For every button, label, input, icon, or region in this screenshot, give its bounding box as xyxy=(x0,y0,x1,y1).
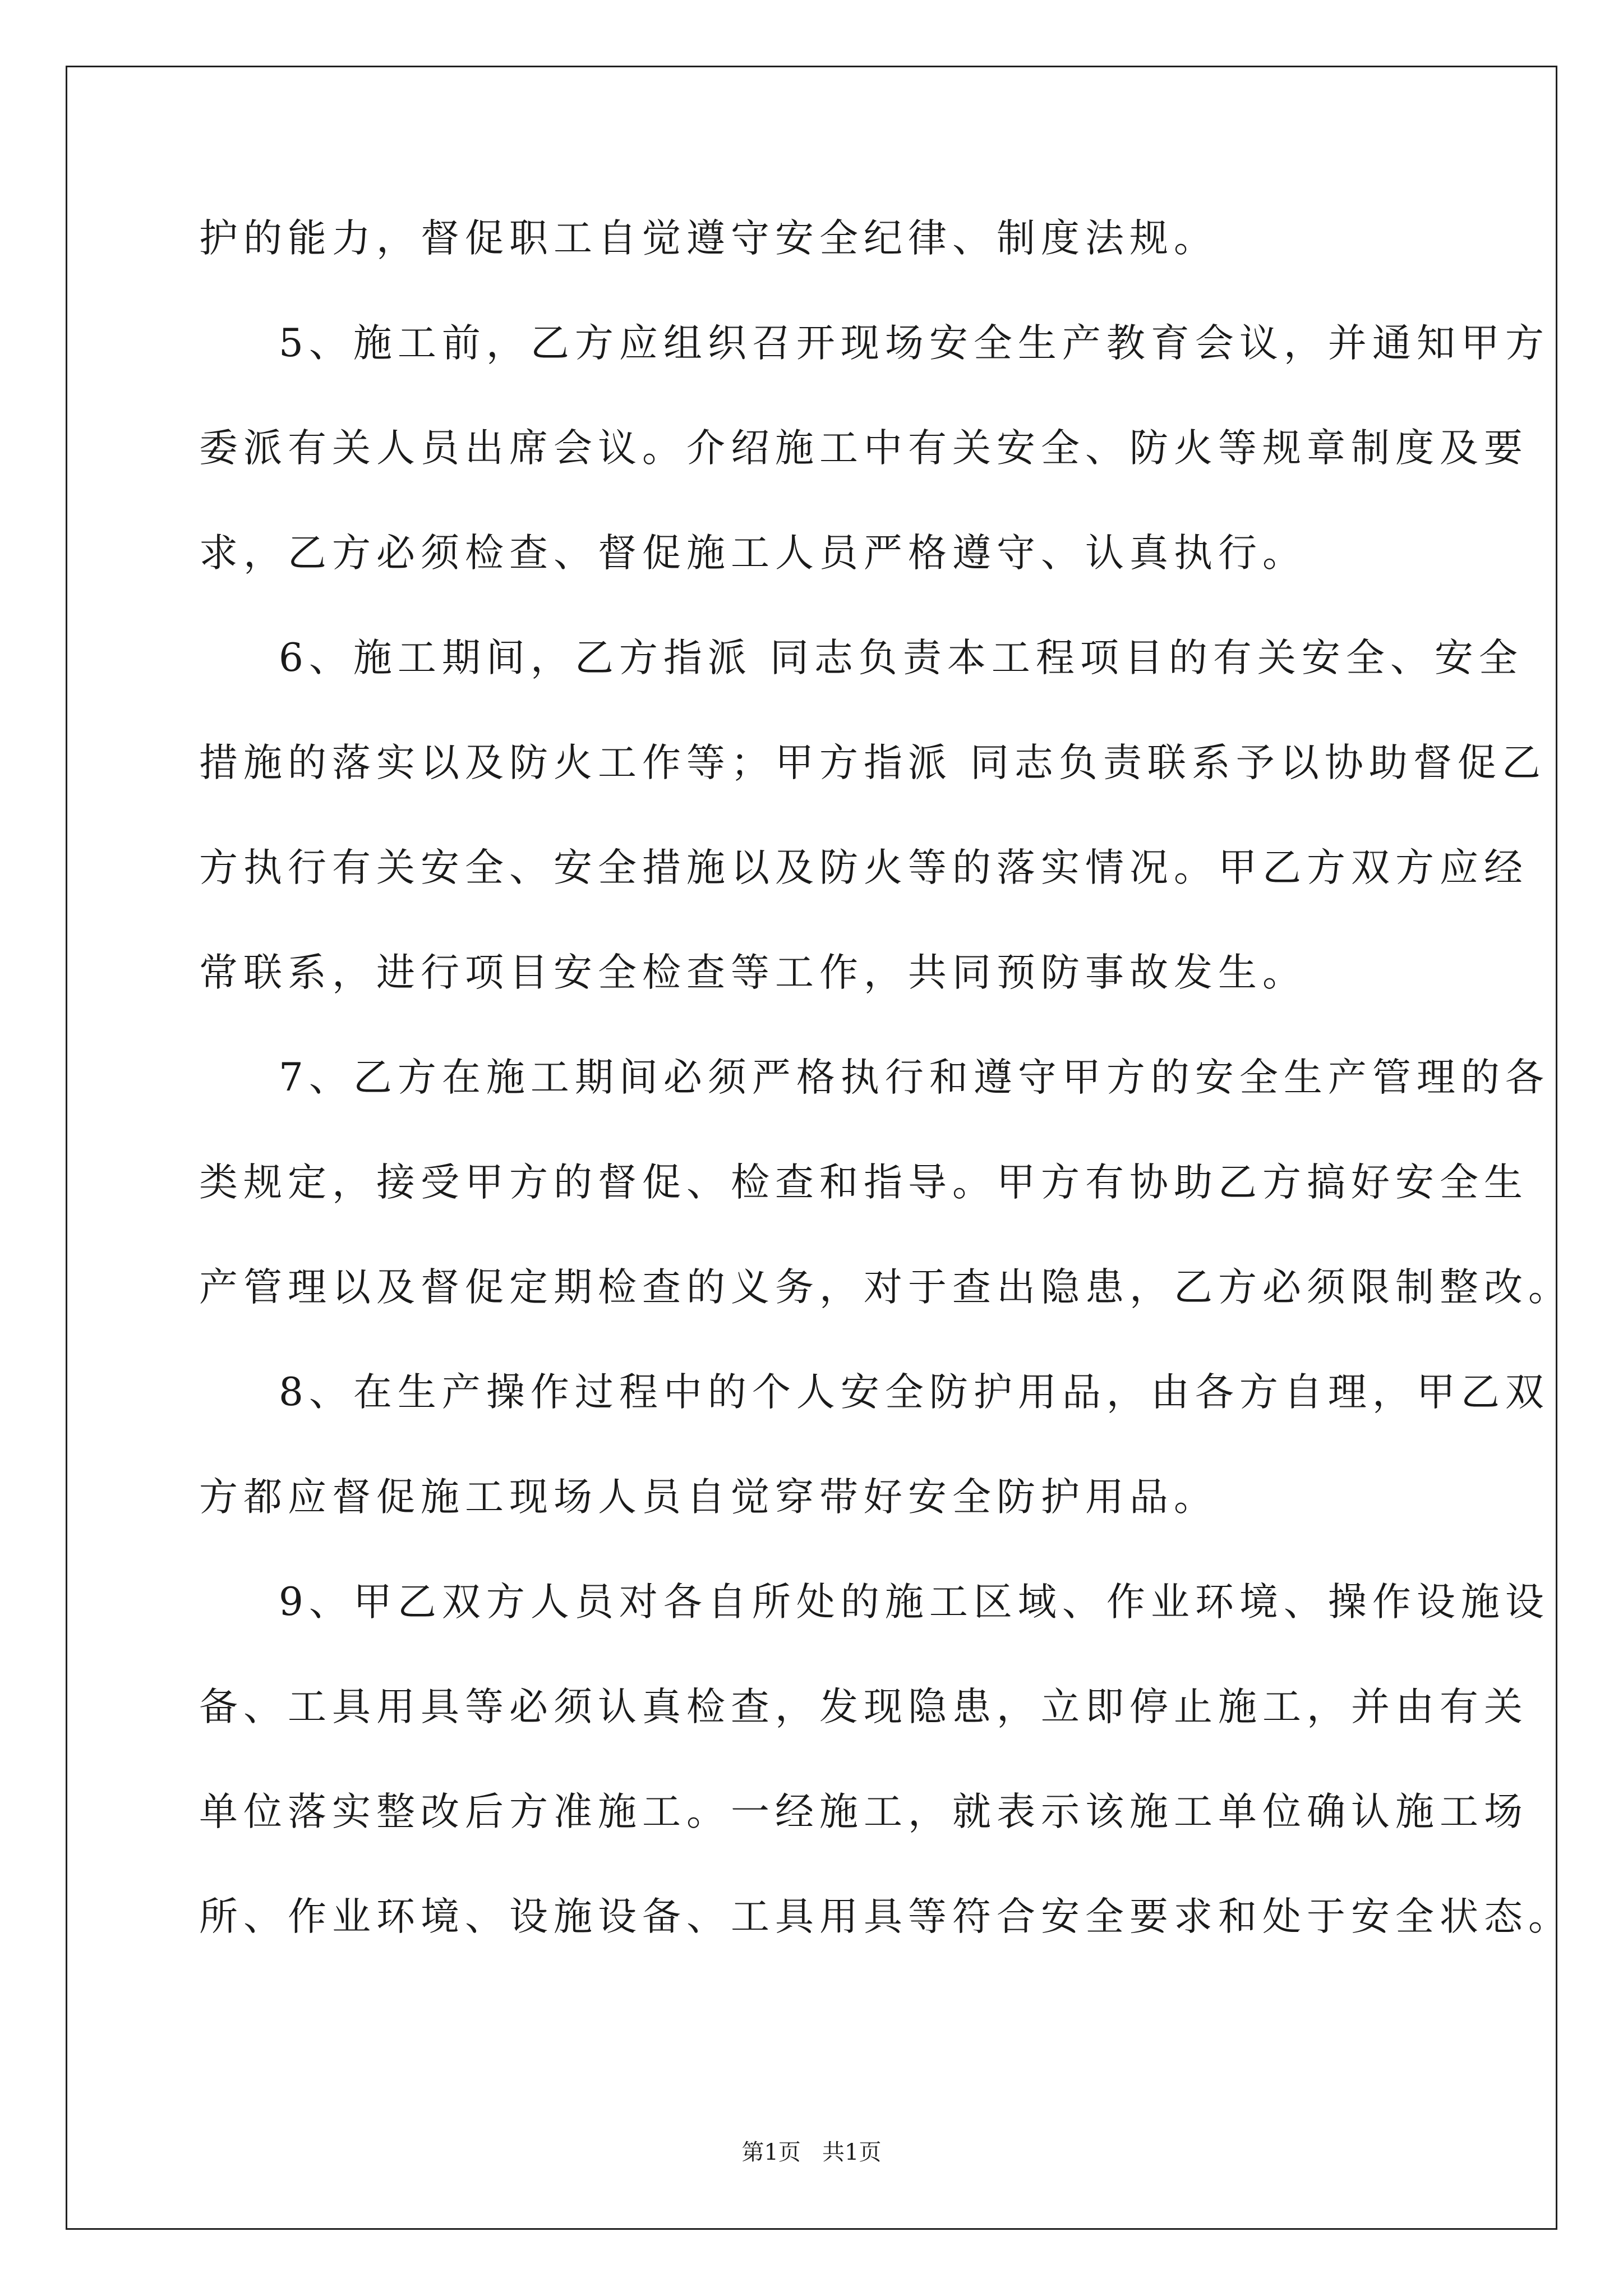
paragraph-6-line-1: 6、施工期间，乙方指派 同志负责本工程项目的有关安全、安全 xyxy=(279,636,1523,680)
paragraph-7-line-1: 7、乙方在施工期间必须严格执行和遵守甲方的安全生产管理的各 xyxy=(279,1055,1550,1100)
page-number-footer: 第1页 共1页 xyxy=(741,2139,882,2165)
paragraph-7-line-3: 产管理以及督促定期检查的义务，对于查出隐患，乙方必须限制整改。 xyxy=(199,1265,1573,1310)
paragraph-8-line-1: 8、在生产操作过程中的个人安全防护用品，由各方自理，甲乙双 xyxy=(279,1370,1550,1415)
paragraph-9-line-2: 备、工具用具等必须认真检查，发现隐患，立即停止施工，并由有关 xyxy=(199,1685,1528,1729)
paragraph-9-line-4: 所、作业环境、设施设备、工具用具等符合安全要求和处于安全状态。 xyxy=(199,1894,1573,1939)
paragraph-6-line-4: 常联系，进行项目安全检查等工作，共同预防事故发生。 xyxy=(199,950,1307,995)
paragraph-6-line-3: 方执行有关安全、安全措施以及防火等的落实情况。甲乙方双方应经 xyxy=(199,845,1528,890)
paragraph-1-line-1: 护的能力，督促职工自觉遵守安全纪律、制度法规。 xyxy=(199,216,1218,261)
paragraph-9-line-3: 单位落实整改后方准施工。一经施工，就表示该施工单位确认施工场 xyxy=(199,1789,1528,1834)
paragraph-6-line-2: 措施的落实以及防火工作等；甲方指派 同志负责联系予以协助督促乙 xyxy=(199,740,1546,785)
paragraph-9-line-1: 9、甲乙双方人员对各自所处的施工区域、作业环境、操作设施设 xyxy=(279,1580,1550,1625)
paragraph-7-line-2: 类规定，接受甲方的督促、检查和指导。甲方有协助乙方搞好安全生 xyxy=(199,1160,1528,1205)
paragraph-5-line-1: 5、施工前，乙方应组织召开现场安全生产教育会议，并通知甲方 xyxy=(279,321,1550,366)
paragraph-5-line-2: 委派有关人员出席会议。介绍施工中有关安全、防火等规章制度及要 xyxy=(199,426,1528,471)
paragraph-8-line-2: 方都应督促施工现场人员自觉穿带好安全防护用品。 xyxy=(199,1475,1218,1520)
paragraph-5-line-3: 求，乙方必须检查、督促施工人员严格遵守、认真执行。 xyxy=(199,531,1307,576)
